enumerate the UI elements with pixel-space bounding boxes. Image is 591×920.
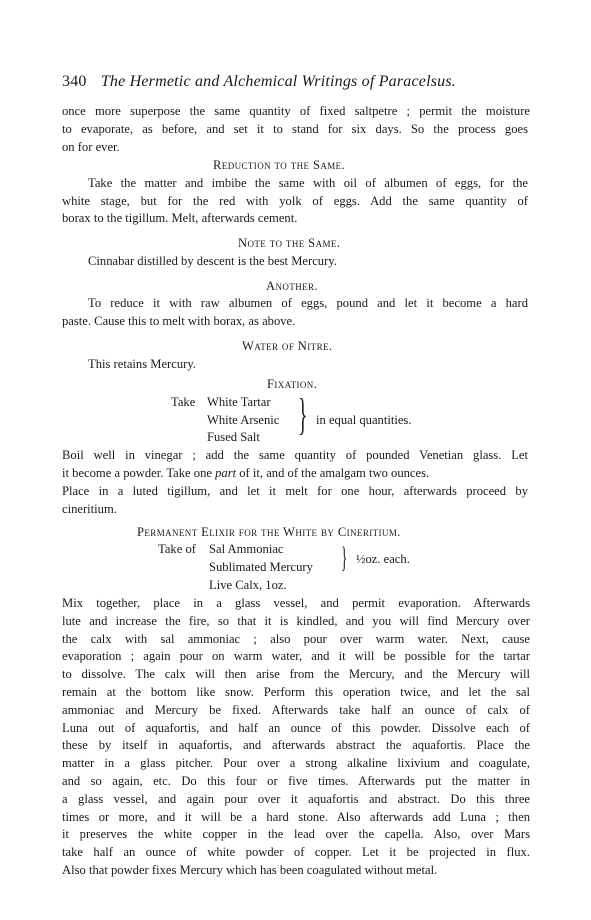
brace-icon: } (341, 541, 348, 574)
body-line: paste. Cause this to melt with borax, as above. (62, 314, 296, 328)
page-number: 340 (62, 73, 87, 90)
section-heading: Reduction to the Same. (213, 158, 346, 172)
body-line: Also that powder fixes Mercury which has been coagulated without metal. (62, 863, 438, 877)
body-line: evaporation ; again pour on warm water, and it will be possible for the tartar (62, 649, 530, 663)
recipe-item: Sal Ammoniac (209, 542, 284, 556)
body-line: it preserves the white copper in the lead over the capella. Also, over Mars (62, 827, 530, 841)
recipe-note: ½oz. each. (356, 552, 410, 566)
recipe-item: Sublimated Mercury (209, 560, 313, 574)
body-line: on for ever. (62, 140, 120, 154)
recipe-item: Live Calx, 1oz. (209, 578, 287, 592)
recipe-note: in equal quantities. (316, 413, 412, 427)
body-line: Take the matter and imbibe the same with oil of albumen of eggs, for the (88, 176, 528, 190)
body-line: remain at the bottom like snow. Perform this operation twice, and let the sal (62, 685, 530, 699)
running-title: The Hermetic and Alchemical Writings of Paracelsus. (100, 73, 457, 90)
body-line: to evaporate, as before, and set it to stand for six days. So the process goes (62, 122, 528, 136)
body-line: Luna out of aquafortis, and half an ounce of this powder. Dissolve each of (62, 721, 530, 735)
body-line: ammoniac and Mercury be fixed. Afterwards take half an ounce of calx of (62, 703, 530, 717)
body-line: once more superpose the same quantity of fixed saltpetre ; permit the moisture (62, 104, 530, 118)
body-line: a glass vessel, and again pour over it aquafortis and abstract. Do this three (62, 792, 530, 806)
body-line: to dissolve. The calx will then arise from the Mercury, and the Mercury will (62, 667, 530, 681)
brace-icon: } (298, 390, 308, 439)
body-line: it become a powder. Take one part of it, and of the amalgam two ounces. (62, 466, 430, 480)
running-header (62, 73, 456, 91)
body-line: and so again, etc. Do this four or five times. Afterwards put the matter in (62, 774, 530, 788)
section-heading: Note to the Same. (238, 236, 341, 250)
recipe-item: White Tartar (207, 395, 271, 409)
body-line: matter in a glass pitcher. Pour over a strong alkaline lixivium and coagulate, (62, 756, 530, 770)
body-line: white stage, but for the red with yolk of eggs. Add the same quantity of (62, 194, 528, 208)
body-line: Boil well in vinegar ; add the same quantity of pounded Venetian glass. Let (62, 448, 528, 462)
recipe-item: White Arsenic (207, 413, 280, 427)
recipe-take: Take (171, 395, 196, 409)
section-heading: Another. (266, 279, 318, 293)
body-line: the calx with sal ammoniac ; also pour over warm water. Next, cause (62, 632, 530, 646)
body-line: Mix together, place in a glass vessel, and permit evaporation. Afterwards (62, 596, 530, 610)
body-line: Cinnabar distilled by descent is the best Mercury. (88, 254, 337, 268)
body-line: Place in a luted tigillum, and let it melt for one hour, afterwards proceed by (62, 484, 528, 498)
body-line: borax to the tigillum. Melt, afterwards cement. (62, 211, 298, 225)
body-line: take half an ounce of white powder of copper. Let it be projected in flux. (62, 845, 530, 859)
recipe-take: Take of (158, 542, 196, 556)
section-heading: Water of Nitre. (242, 339, 333, 353)
body-line: times or more, and it will be a hard stone. Also afterwards add Luna ; then (62, 810, 530, 824)
section-heading: Fixation. (267, 377, 318, 391)
section-heading: Permanent Elixir for the White by Cineritium. (137, 525, 401, 539)
body-line: cineritium. (62, 502, 117, 516)
body-line: lute and increase the fire, so that it is kindled, and you will find Mercury over (62, 614, 530, 628)
body-line: This retains Mercury. (88, 357, 196, 371)
recipe-item: Fused Salt (207, 430, 260, 444)
body-line: To reduce it with raw albumen of eggs, pound and let it become a hard (88, 296, 528, 310)
body-line: these by itself in aquafortis, and afterwards abstract the aquafortis. Place the (62, 738, 530, 752)
